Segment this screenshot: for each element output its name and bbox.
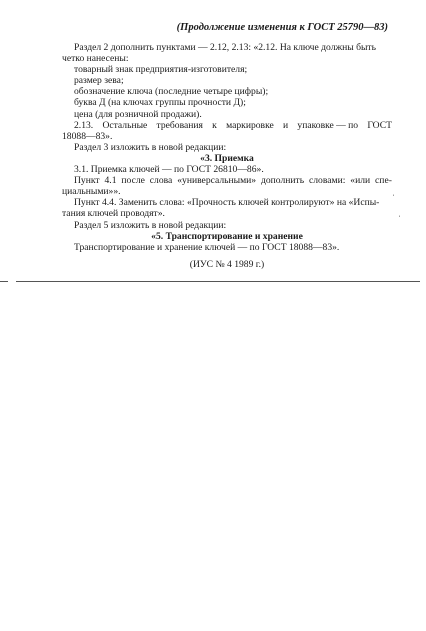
word: Остальные (102, 119, 148, 131)
word: требования (156, 119, 203, 131)
word: упаковке — по (297, 119, 359, 131)
text-line: Раздел 3 изложить в новой редакции: (74, 141, 227, 153)
section-heading: «3. Приемка (200, 152, 254, 164)
text-line: четко нанесены: (62, 53, 129, 65)
word: 2.13. (74, 119, 94, 131)
word: и (283, 119, 289, 131)
word: ГОСТ (367, 119, 392, 131)
word: слова (149, 175, 173, 187)
text-line: 3.1. Приемка ключей — по ГОСТ 26810—86». (74, 164, 264, 176)
word: маркировке (226, 119, 274, 131)
word: после (121, 175, 145, 187)
text-line: товарный знак предприятия-изготовителя; (74, 64, 248, 76)
word: словами: (309, 175, 346, 187)
word: 4.1 (104, 175, 117, 187)
section-heading: «5. Транспортирование и хранение (151, 230, 303, 242)
word: дополнить (260, 175, 305, 187)
bottom-rule-left (0, 281, 8, 282)
word: к (212, 119, 217, 131)
word: спе- (375, 175, 392, 187)
text-line: Транспортирование и хранение ключей — по ГОСТ 18088—83». (74, 241, 340, 253)
text-line: Пункт 4.4. Заменить слова: «Прочность ключей контролируют» на «Испы- (74, 197, 380, 209)
word: Пункт (74, 175, 100, 187)
text-line: Раздел 5 изложить в новой редакции: (74, 219, 227, 231)
publication-note: (ИУС № 4 1989 г.) (189, 258, 265, 270)
running-header: (Продолжение изменения к ГОСТ 25790—83) (176, 22, 388, 33)
text-line: циальными»». (62, 186, 121, 198)
text-line: тания ключей проводят». (62, 208, 165, 220)
text-line: буква Д (на ключах группы прочности Д); (74, 97, 246, 109)
text-line: обозначение ключа (последние четыре цифры); (74, 86, 269, 98)
word: «универсальными» (177, 175, 257, 187)
margin-speck: ˌ (392, 186, 395, 196)
text-line-justified (62, 120, 392, 131)
text-line: Раздел 2 дополнить пунктами — 2.12, 2.13: «2.12. На ключе должны быть (74, 42, 376, 53)
bottom-rule (16, 281, 420, 282)
text-line: размер зева; (74, 75, 124, 87)
margin-speck: ˈ (398, 214, 401, 224)
document-body (62, 42, 392, 270)
text-line-justified (62, 175, 392, 186)
text-line: 18088—83». (62, 130, 113, 142)
text-line: цена (для розничной продажи). (74, 108, 202, 120)
word: «или (350, 175, 371, 187)
